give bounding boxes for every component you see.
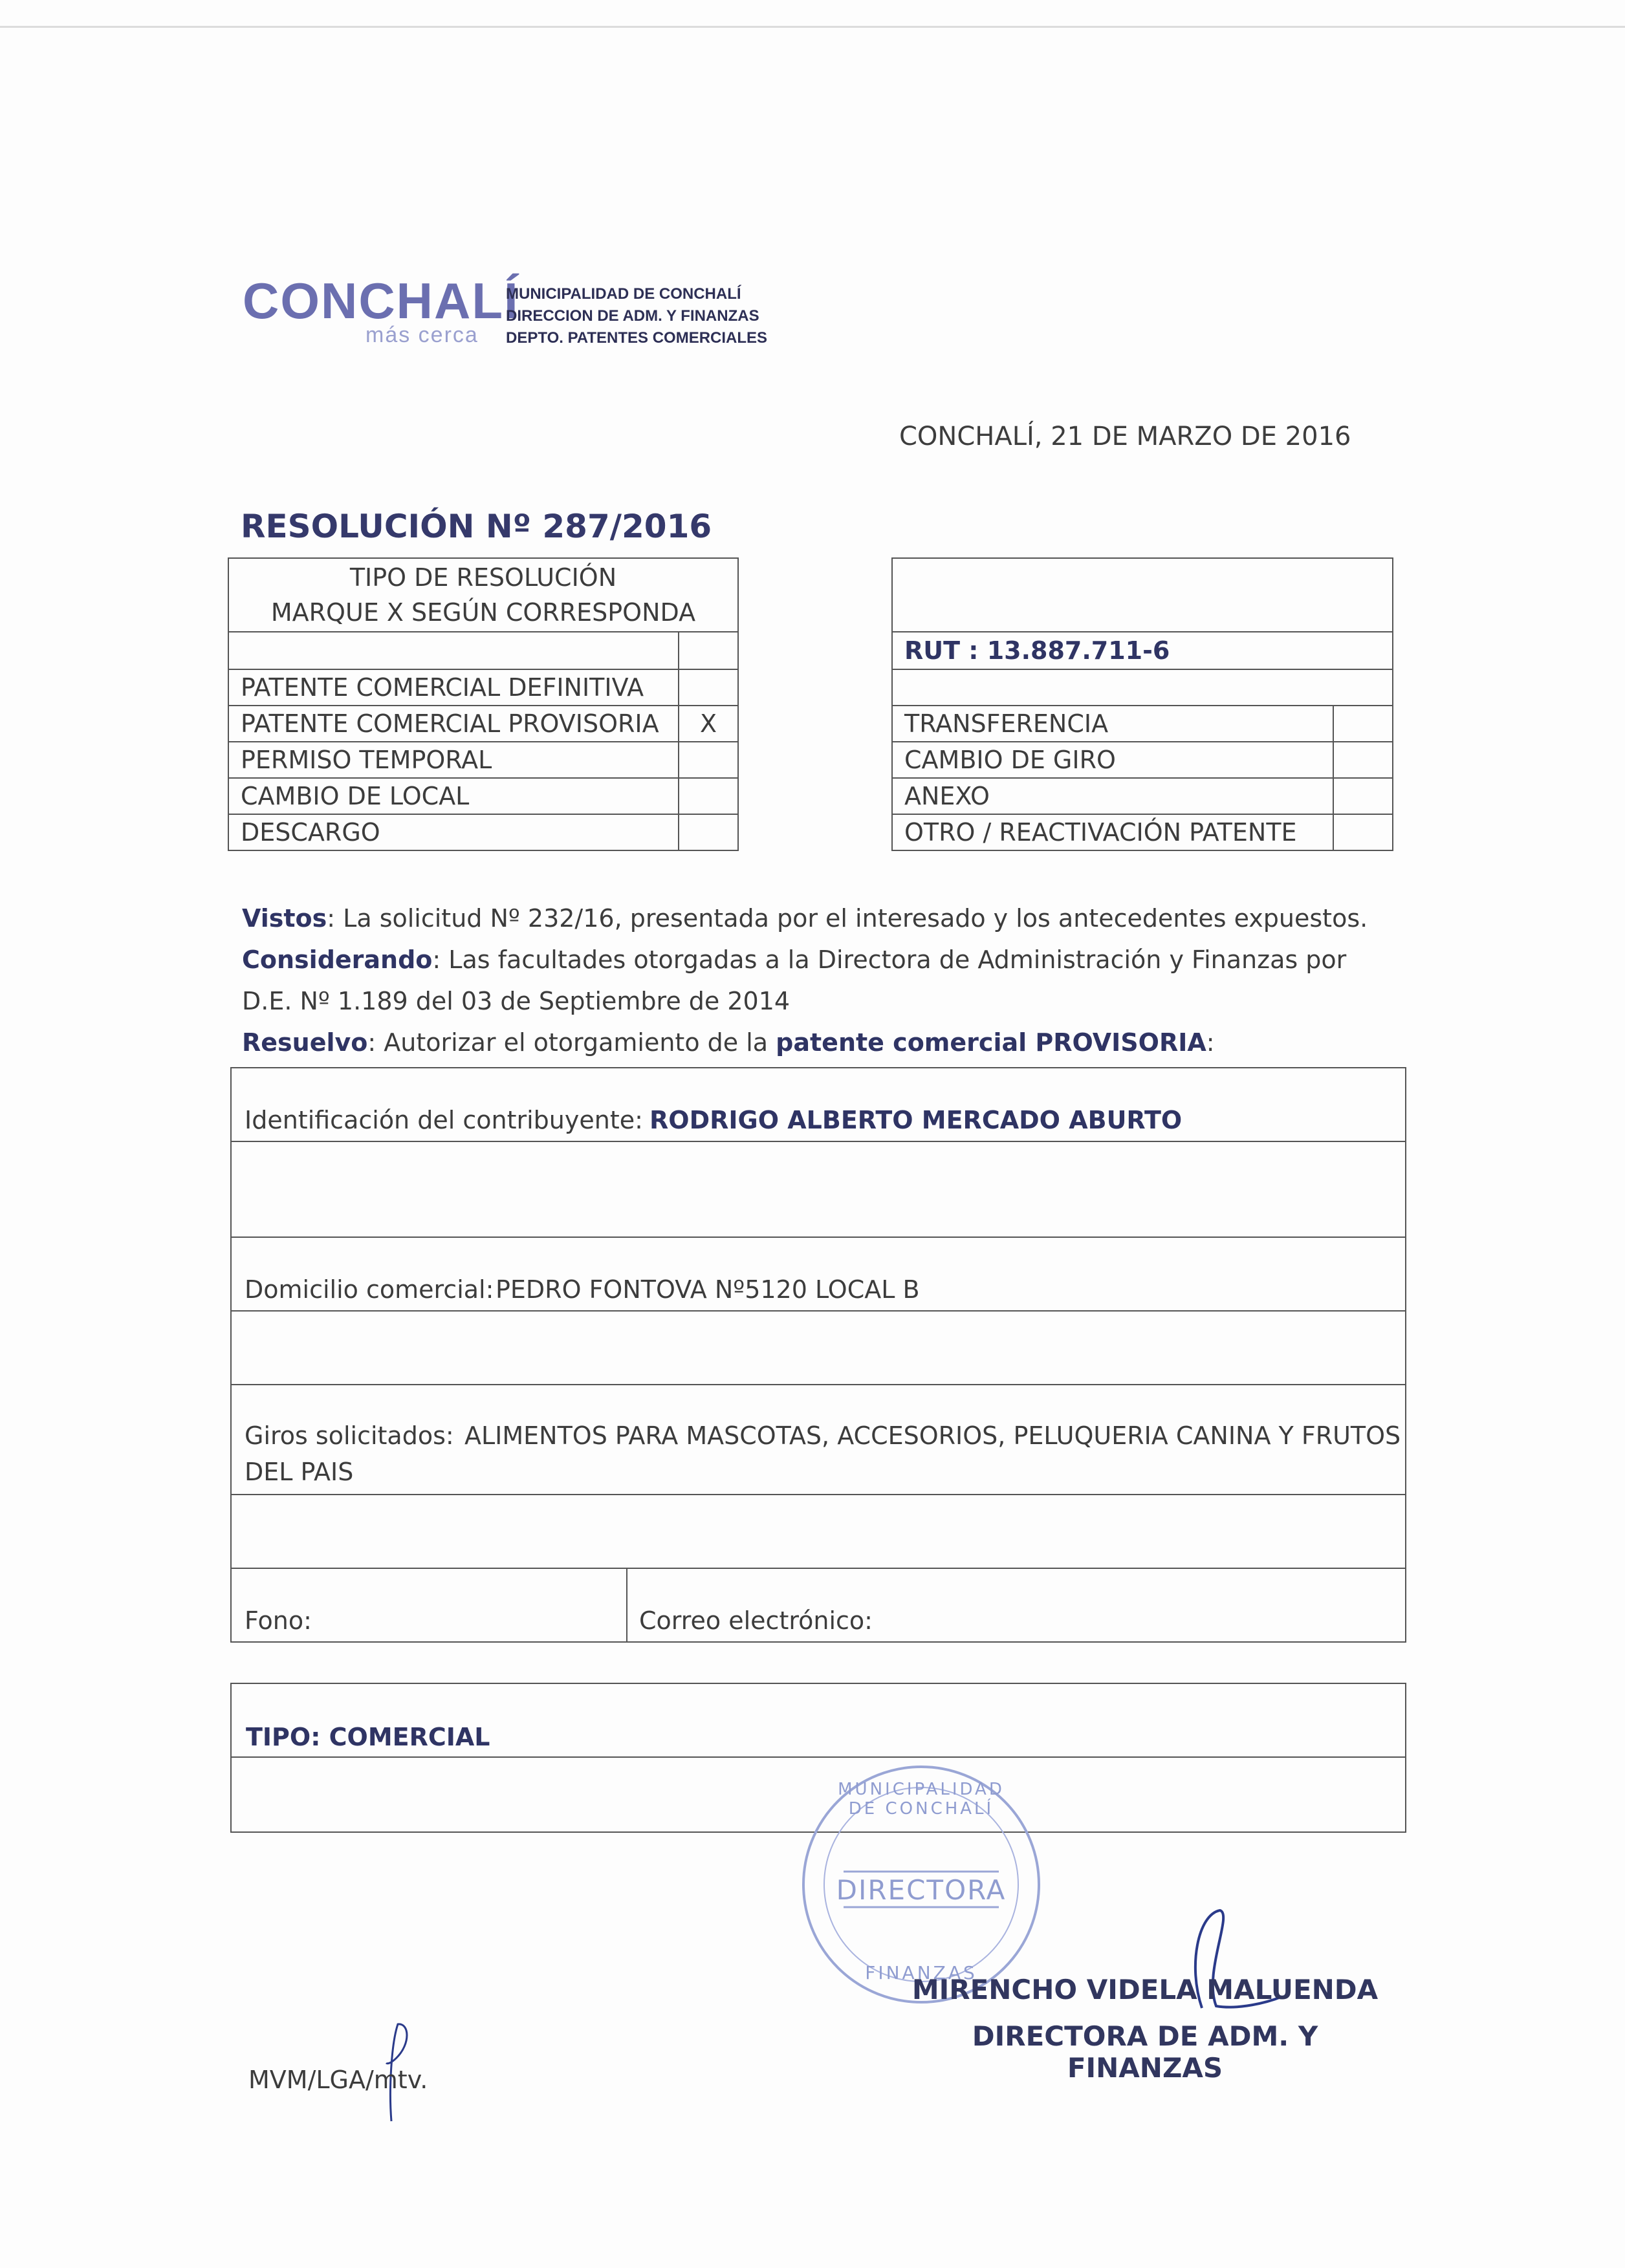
tipo-label: TIPO: COMERCIAL [246, 1723, 490, 1751]
resolution-body [242, 898, 1406, 1063]
row-label: OTRO / REACTIVACIÓN PATENTE [892, 814, 1333, 850]
vistos-label: Vistos [242, 904, 327, 933]
table-row [228, 706, 738, 742]
table-row [892, 778, 1393, 814]
row-label: PATENTE COMERCIAL DEFINITIVA [228, 669, 679, 706]
contributor-form [230, 1067, 1406, 1643]
checkbox-cell [1333, 742, 1393, 778]
domicilio-value: PEDRO FONTOVA Nº5120 LOCAL B [496, 1275, 920, 1304]
table-row [228, 742, 738, 778]
resuelvo-end: : [1206, 1028, 1215, 1057]
row-label: PATENTE COMERCIAL PROVISORIA [228, 706, 679, 742]
header-block [506, 283, 767, 349]
checkbox-cell [679, 814, 738, 850]
row-label: CAMBIO DE GIRO [892, 742, 1333, 778]
resuelvo-text: : Autorizar el otorgamiento de la [367, 1028, 776, 1057]
giros-label: Giros solicitados: [245, 1421, 454, 1450]
municipality-logo [243, 272, 519, 348]
checkbox-cell: X [679, 706, 738, 742]
vistos-paragraph [242, 898, 1406, 939]
stamp-ring-top: MUNICIPALIDAD DE CONCHALÍ [838, 1780, 1005, 1819]
contribuyente-value: RODRIGO ALBERTO MERCADO ABURTO [649, 1106, 1183, 1134]
domicilio-row [232, 1238, 1405, 1312]
header-line-1: MUNICIPALIDAD DE CONCHALÍ [506, 285, 741, 303]
signer-name: MIRENCHO VIDELA MALUENDA [911, 1974, 1379, 2005]
logo-tagline: más cerca [365, 323, 479, 347]
blank-row [232, 1495, 1405, 1569]
logo-text: CONCHALÍ [243, 272, 519, 329]
considerando-paragraph [242, 939, 1406, 980]
blank-cell [679, 632, 738, 669]
table-row [892, 706, 1393, 742]
giros-row [232, 1385, 1405, 1495]
stamp-ring-bottom: FINANZAS [865, 1962, 977, 1983]
header-line-2: DIRECCION DE ADM. Y FINANZAS [506, 307, 759, 325]
column-divider [626, 1569, 627, 1641]
scan-artifact-line [0, 26, 1625, 28]
rut-value: RUT : 13.887.711-6 [892, 632, 1393, 669]
blank-cell [892, 669, 1393, 706]
checkbox-cell [1333, 814, 1393, 850]
contribuyente-row [232, 1068, 1405, 1142]
row-label: TRANSFERENCIA [892, 706, 1333, 742]
considerando-text-2: D.E. Nº 1.189 del 03 de Septiembre de 2014 [242, 987, 791, 1015]
row-label: DESCARGO [228, 814, 679, 850]
table-row [228, 814, 738, 850]
table-row [892, 742, 1393, 778]
header-line-3: DEPTO. PATENTES COMERCIALES [506, 329, 768, 347]
contact-row [232, 1569, 1405, 1641]
correo-label: Correo electrónico: [639, 1606, 873, 1635]
resolution-title: RESOLUCIÓN Nº 287/2016 [241, 508, 712, 545]
considerando-label: Considerando [242, 945, 433, 974]
checkbox-cell [679, 669, 738, 706]
rut-table [891, 557, 1393, 851]
contribuyente-label: Identificación del contribuyente: [245, 1106, 643, 1134]
blank-cell [892, 558, 1393, 632]
heading-line-2: MARQUE X SEGÚN CORRESPONDA [270, 598, 696, 627]
domicilio-label: Domicilio comercial: [245, 1275, 494, 1304]
giros-value-2: DEL PAIS [245, 1458, 354, 1486]
table-row [892, 814, 1393, 850]
resuelvo-paragraph [242, 1022, 1406, 1063]
vistos-text: : La solicitud Nº 232/16, presentada por el interesado y los antecedentes expuestos. [327, 904, 1368, 933]
resuelvo-bold: patente comercial PROVISORIA [776, 1028, 1206, 1057]
tipo-row [232, 1684, 1405, 1758]
blank-row [232, 1142, 1405, 1238]
resuelvo-label: Resuelvo [242, 1028, 368, 1057]
giros-value: ALIMENTOS PARA MASCOTAS, ACCESORIOS, PELUQUERIA CANINA Y FRUTOS [464, 1421, 1401, 1450]
fono-label: Fono: [245, 1606, 312, 1635]
document-date: CONCHALÍ, 21 DE MARZO DE 2016 [899, 422, 1351, 451]
considerando-text: : Las facultades otorgadas a la Directora de Administración y Finanzas por [432, 945, 1347, 974]
row-label: ANEXO [892, 778, 1333, 814]
blank-cell [228, 632, 679, 669]
stamp-center: DIRECTORA [836, 1874, 1007, 1906]
resolution-type-heading [228, 558, 738, 632]
checkbox-cell [679, 778, 738, 814]
row-label: CAMBIO DE LOCAL [228, 778, 679, 814]
signer-role: DIRECTORA DE ADM. Y FINANZAS [972, 2020, 1318, 2084]
table-row [228, 669, 738, 706]
checkbox-cell [1333, 706, 1393, 742]
heading-line-1: TIPO DE RESOLUCIÓN [349, 563, 617, 592]
row-label: PERMISO TEMPORAL [228, 742, 679, 778]
reference-initials: MVM/LGA/mtv. [248, 2066, 428, 2094]
official-stamp [802, 1766, 1040, 2003]
table-row [228, 778, 738, 814]
resolution-type-table [228, 557, 739, 851]
checkbox-cell [1333, 778, 1393, 814]
checkbox-cell [679, 742, 738, 778]
blank-row [232, 1312, 1405, 1385]
